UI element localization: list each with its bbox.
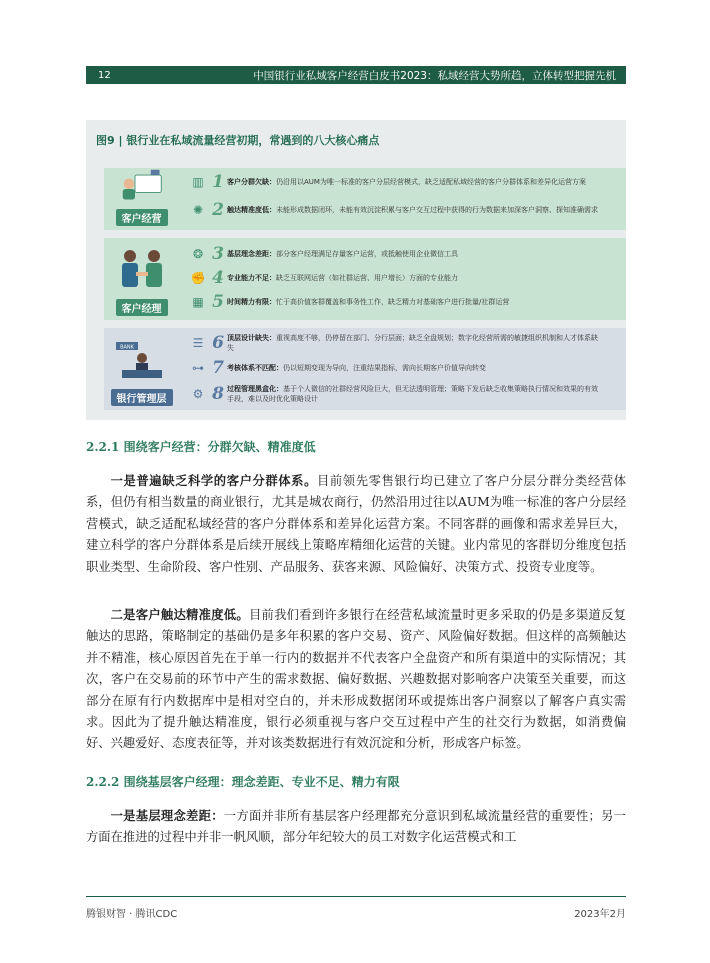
header-bar bbox=[86, 66, 626, 84]
figure-group-customer-operation bbox=[104, 168, 626, 230]
customer-operation-illustration bbox=[112, 168, 172, 203]
bank-office-illustration bbox=[112, 337, 172, 383]
org-chart-icon: ⊶ bbox=[192, 361, 204, 375]
process-icon: ⚙ bbox=[192, 387, 204, 401]
target-icon: ✺ bbox=[192, 203, 204, 217]
calendar-icon: ▦ bbox=[192, 295, 204, 309]
pain-point-item: ⊶ 7 考核体系不匹配：仍以短期变现为导向，注重结果指标，需向长期客户价值导向转变 bbox=[187, 356, 626, 380]
figure-group-customer-manager bbox=[104, 238, 626, 320]
pain-point-item: ⚙ 8 过程管理黑盒化：基于个人微信的社群经营风险巨大，但无法透明管理；策略下发后缺乏收集策略执行情况和效果的有效手段，难以及时优化策略设计 bbox=[187, 380, 626, 408]
figure bbox=[86, 120, 626, 420]
group-label: 客户经营 bbox=[116, 209, 168, 226]
footer-publisher: 腾银财智 · 腾讯CDC bbox=[86, 909, 178, 920]
database-icon: ☰ bbox=[192, 336, 204, 350]
paragraph: 一是基层理念差距：一方面并非所有基层客户经理都充分意识到私域流量经营的重要性；另一方面在推进的过程中并非一帆风顺，部分年纪较大的员工对数字化运营模式和工 bbox=[86, 808, 626, 845]
pain-point-item: ☰ 6 顶层设计缺失：重视高度不够，仍停留在部门、分行层面；缺乏全盘规划；数字化经营所需的敏捷组织机制和人才体系缺失 bbox=[187, 330, 626, 356]
document-title: 中国银行业私域客户经营白皮书2023：私域经营大势所趋，立体转型把握先机 bbox=[253, 69, 616, 82]
section-heading-2-2-1: 2.2.1 围绕客户经营：分群欠缺、精准度低 bbox=[86, 440, 316, 454]
figure-caption: 图9 | 银行业在私域流量经营初期，常遇到的八大核心痛点 bbox=[96, 134, 380, 147]
pain-point-item: ❂ 3 基层理念差距：部分客户经理满足存量客户运营，或抵触使用企业微信工具 bbox=[187, 242, 626, 266]
footer-date: 2023年2月 bbox=[574, 909, 626, 920]
handshake-illustration bbox=[112, 243, 172, 293]
pain-point-item: ▦ 5 时间精力有限：忙于高价值客群覆盖和事务性工作，缺乏精力对基础客户进行批量/社群运营 bbox=[187, 290, 626, 314]
footer-divider bbox=[86, 896, 626, 897]
pain-point-item: ✺ 2 触达精准度低：未能形成数据闭环，未能有效沉淀积累与客户交互过程中获得的行为数据来加深客户洞察、探知准确需求 bbox=[187, 196, 626, 224]
figure-group-bank-management bbox=[104, 328, 626, 410]
group-label: 客户经理 bbox=[116, 299, 168, 316]
paragraph: 二是客户触达精准度低。目前我们看到许多银行在经营私域流量时更多采取的仍是多渠道反复触达的思路，策略制定的基础仍是多年积累的客户交易、资产、风险偏好数据。但这样的高频触达并不精准，核心原因首先在于单一行内的数据并不代表客户全盘资产和所有渠道中的实际情况；其次，客户在交易前的环节中产生的需求数据、偏好数据、兴趣数据对影响客户决策至关重要，而这部分在原有行内数据库中是相对空白的，并未形成数据闭环或提炼出客户洞察以了解客户真实需求。因此为了提升触达精准度，银行必须重视与客户交互过程中产生的社交行为数据，如消费偏好、兴趣爱好、态度表征等，并对该类数据进行有效沉淀和分析，形成客户标签。 bbox=[86, 607, 626, 751]
section-heading-2-2-2: 2.2.2 围绕基层客户经理：理念差距、专业不足、精力有限 bbox=[86, 775, 400, 789]
pain-point-item: ✊ 4 专业能力不足：缺乏互联网运营（如社群运营、用户增长）方面的专业能力 bbox=[187, 266, 626, 290]
page-number: 12 bbox=[98, 69, 111, 81]
muscle-icon: ✊ bbox=[190, 271, 206, 285]
pain-point-item: ▥ 1 客户分群欠缺：仍沿用以AUM为唯一标准的客户分层经营模式，缺乏适配私域经营的客户分群体系和差异化运营方案 bbox=[187, 168, 626, 196]
bar-chart-icon: ▥ bbox=[192, 175, 204, 189]
svg-text:BANK: BANK bbox=[119, 344, 134, 351]
paragraph: 一是普遍缺乏科学的客户分群体系。目前领先零售银行均已建立了客户分层分群分类经营体系，但仍有相当数量的商业银行，尤其是城农商行，仍然沿用过往以AUM为唯一标准的客户分层经营模式，缺乏适配私域经营的客户分群体系和差异化运营方案。不同客群的画像和需求差异巨大，建立科学的客户分群体系是后续开展线上策略库精细化运营的关键。业内常见的客群切分维度包括职业类型、生命阶段、客户性别、产品服务、获客来源、风险偏好、决策方式、投资专业度等。 bbox=[86, 473, 626, 574]
brain-icon: ❂ bbox=[192, 247, 204, 261]
group-label: 银行管理层 bbox=[111, 389, 173, 406]
